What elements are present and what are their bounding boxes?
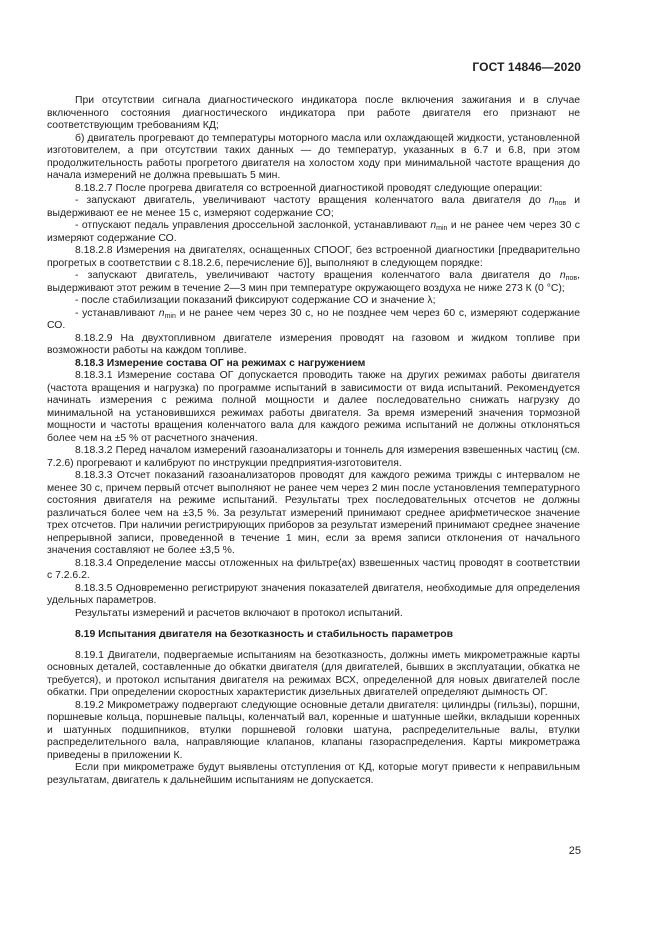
speed-symbol: n bbox=[559, 270, 566, 281]
speed-symbol: n bbox=[430, 220, 437, 231]
section-heading-8-19: 8.19 Испытания двигателя на безотказность и стабильность параметров bbox=[75, 629, 454, 640]
clause-8-18-2-7: 8.18.2.7 После прогрева двигателя со встроенной диагностикой проводят следующие операции: bbox=[75, 182, 543, 194]
clause-8-19-1: 8.19.1 Двигатели, подвергаемые испытаниям на безотказность, должны иметь микрометражные карты основных деталей, составленные до обкатки двигателя (для двигателей, бывших в эксплуатации, обкатка не требуется), и протокол испытания двигателя на режимах ВСХ, определенной для новых двигателей после обкатки. При определении скоростных характеристик дизельных двигателей определяют дымность ОГ. bbox=[47, 649, 580, 698]
list-item: - устанавливают $n_{min}$ и не ранее чем через 30 с, но не позднее чем через 60 с, измеряют содержание СО. bbox=[47, 307, 580, 331]
document-body bbox=[47, 95, 580, 787]
subscript: min bbox=[436, 225, 448, 232]
subscript: пов bbox=[565, 275, 578, 282]
list-item: - после стабилизации показаний фиксируют содержание СО и значение λ; bbox=[75, 295, 436, 306]
clause-8-18-3-1: 8.18.3.1 Измерение состава ОГ допускается проводить также на других режимах работы двигателя (частота вращения и нагрузка) по программе испытаний в зависимости от вида испытаний. Рекомендуется начинать измерения с режима полной мощности и далее последовательно снижать нагрузку до минимальной на установившихся режимах работы двигателя. За время измерений значения тормозной мощности и частоты вращения коленчатого вала для каждого режима испытаний не должны отклоняться более чем на ±5 % от расчетного значения. bbox=[47, 370, 580, 444]
page-number: 25 bbox=[568, 845, 581, 857]
subscript: пов bbox=[554, 200, 567, 207]
clause-8-18-3-5: 8.18.3.5 Одновременно регистрируют значения показателей двигателя, необходимые для определения удельных параметров. bbox=[47, 582, 580, 606]
paragraph: При отсутствии сигнала диагностического индикатора после включения зажигания и в случае включенного состояния диагностического индикатора при работе двигателя его признают не соответствующим требованиям КД; bbox=[47, 95, 580, 131]
clause-8-18-2-8: 8.18.2.8 Измерения на двигателях, оснащенных СПООГ, без встроенной диагностики [предварительно прогретых в соответствии с 8.18.2.6, перечисление б)], выполняют в следующем порядке: bbox=[47, 245, 580, 269]
list-item: - отпускают педаль управления дроссельной заслонкой, устанавливают $n_{min}$ и не ранее чем через 30 с измеряют содержание СО. bbox=[47, 220, 580, 244]
clause-8-18-3-3: 8.18.3.3 Отсчет показаний газоанализаторов проводят для каждого режима трижды с интервалом не менее 30 с, причем первый отсчет выполняют не ранее чем через 2 мин после установления температурного состояния двигателя на режиме испытаний. Результаты трех последовательных отсчетов не должны различаться более чем на ±3,5 %. За результат измерений принимают среднее арифметическое значение трех отсчетов. При наличии регистрирующих приборов за результат измерений принимают среднее значение непрерывной записи, проведенной в течение 1 мин, если за время записи отклонения от начального значения составляют не более ±3,5 %. bbox=[47, 470, 580, 556]
clause-8-18-2-9: 8.18.2.9 На двухтопливном двигателе измерения проводят на газовом и жидком топливе при возможности работы на каждом топливе. bbox=[47, 332, 580, 356]
paragraph: б) двигатель прогревают до температуры моторного масла или охлаждающей жидкости, установленной изготовителем, а при отсутствии таких данных — до температур, указанных в 6.7 и 6.8, при этом продолжительность работы прогретого двигателя на холостом ходу при минимальной частоте вращения до начала измерений не должна превышать 5 мин. bbox=[47, 132, 580, 181]
paragraph: Результаты измерений и расчетов включают в протокол испытаний. bbox=[75, 607, 403, 619]
list-item: - запускают двигатель, увеличивают частоту вращения коленчатого вала двигателя до $n_{пов}$ и выдерживают ее не менее 15 с, измеряют содержание СО; bbox=[47, 195, 580, 219]
clause-8-18-3-2: 8.18.3.2 Перед началом измерений газоанализаторы и тоннель для измерения взвешенных частиц (см. 7.2.6) прогревают и калибруют по инструкции предприятия-изготовителя. bbox=[47, 445, 580, 469]
speed-symbol: n bbox=[548, 195, 555, 206]
section-heading-8-18-3: 8.18.3 Измерение состава ОГ на режимах с нагружением bbox=[75, 357, 366, 369]
clause-8-18-3-4: 8.18.3.4 Определение массы отложенных на фильтре(ах) взвешенных частиц проводят в соответствии с 7.2.6.2. bbox=[47, 557, 580, 581]
speed-symbol: n bbox=[158, 307, 165, 319]
subscript: min bbox=[164, 312, 176, 320]
clause-8-19-2: 8.19.2 Микрометражу подвергают следующие основные детали двигателя: цилиндры (гильзы), поршни, поршневые кольца, поршневые пальцы, коленчатый вал, коренные и шатунные шейки, вкладыши коренных и шатунных подшипников, втулки поршневой головки шатуна, распределительные валы, втулки распределительного вала, направляющие клапанов, клапаны газораспределения. Карты микрометража приведены в приложении К. bbox=[47, 699, 580, 761]
standard-header: ГОСТ 14846—2020 bbox=[472, 60, 581, 74]
list-item: - запускают двигатель, увеличивают частоту вращения коленчатого вала двигателя до $n_{пов}$, выдерживают этот режим в течение 2—3 мин при температуре окружающего воздуха не ниже 273 К (0 °С); bbox=[47, 270, 580, 294]
paragraph: Если при микрометраже будут выявлены отступления от КД, которые могут привести к неправильным результатам, двигатель к дальнейшим испытаниям не допускается. bbox=[47, 762, 580, 786]
